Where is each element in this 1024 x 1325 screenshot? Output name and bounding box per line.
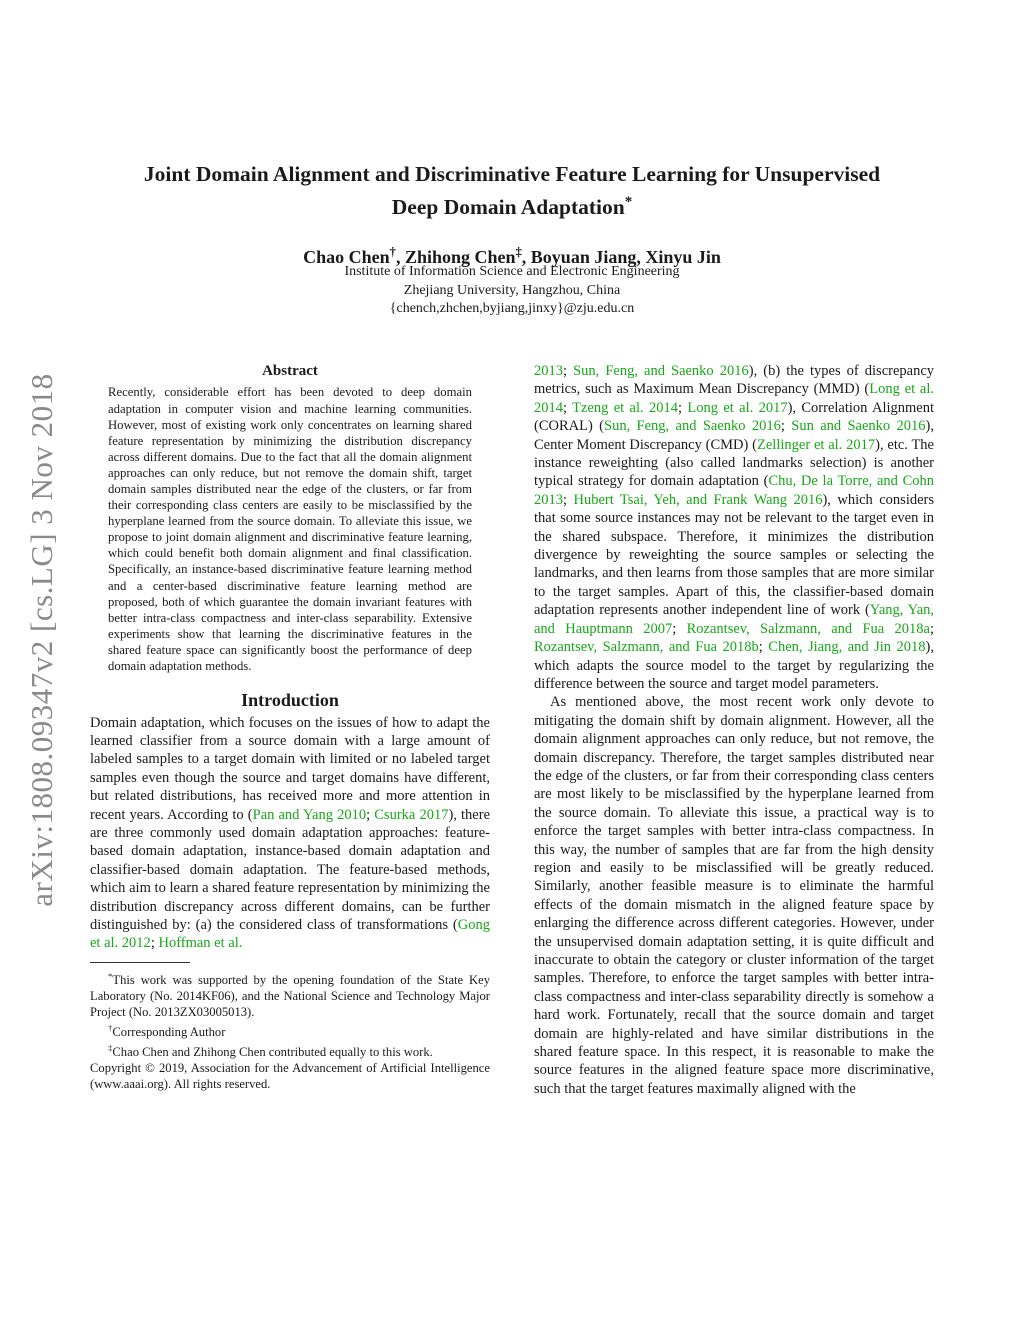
text-run: ;: [150, 935, 159, 952]
title-footnote-mark: *: [624, 194, 633, 210]
citation-link[interactable]: 2013: [534, 363, 563, 379]
author-2: Zhihong Chen: [404, 247, 516, 267]
citation-link[interactable]: Hoffman et al.: [158, 935, 243, 952]
affiliation-university: Zhejiang University, Hangzhou, China: [403, 282, 621, 298]
author-separator: ,: [395, 247, 405, 267]
citation-link[interactable]: Rozantsev, Salzmann, and Fua 2018b: [534, 639, 759, 656]
intro-paragraph-1-continued: [534, 362, 934, 693]
citation-link[interactable]: Yang, Yan, and Hauptmann 2007: [534, 602, 935, 637]
text-run: ), which considers that some source instances may not be relevant to the target even in the shared subspace. Therefore, it minimizes the distribution divergence by reweighting the source samples or selecting the landmarks, and then learns from those samples that are more similar to the target samples. Apart of this, the classifier-based domain adaptation represents another independent line of work (: [534, 491, 935, 619]
citation-link[interactable]: Sun, Feng, and Saenko 2016: [604, 418, 781, 435]
text-run: ;: [366, 806, 375, 823]
footnote-equal-contribution: [90, 1040, 490, 1060]
citation-link[interactable]: Pan and Yang 2010: [252, 806, 367, 823]
title-line-1: Joint Domain Alignment and Discriminative Feature Learning for Unsupervised: [143, 162, 881, 186]
citation-link[interactable]: Chen, Jiang, and Jin 2018: [768, 639, 926, 656]
text-run: ;: [563, 491, 574, 508]
footnote-mark: †: [108, 1022, 113, 1033]
text-run: ), etc. The instance reweighting (also called landmarks selection) is another typical strategy for domain adaptation (: [534, 436, 934, 490]
text-run: ), Center Moment Discrepancy (CMD) (: [534, 418, 934, 453]
footnote-corresponding: [90, 1020, 490, 1040]
citation-link[interactable]: Tzeng et al. 2014: [572, 399, 678, 416]
citation-link[interactable]: Long et al. 2017: [687, 399, 788, 416]
text-run: ;: [758, 639, 769, 656]
text-run: ;: [780, 418, 792, 435]
footnote-mark: *: [108, 970, 113, 981]
right-column: [534, 362, 934, 1098]
text-run: ;: [672, 620, 687, 637]
footnote-text: Corresponding Author: [112, 1025, 226, 1040]
citation-link[interactable]: Zellinger et al. 2017: [757, 436, 876, 453]
author-2-mark: ‡: [515, 245, 522, 259]
affiliation-block: [90, 263, 934, 319]
introduction-heading: Introduction: [241, 690, 339, 711]
footnote-text: Chao Chen and Zhihong Chen contributed equally to this work.: [112, 1045, 433, 1060]
left-column: [90, 362, 490, 1092]
citation-link[interactable]: Gong et al. 2012: [90, 916, 490, 952]
text-run: ;: [563, 399, 573, 416]
citation-link[interactable]: Sun and Saenko 2016: [791, 418, 926, 435]
citation-link[interactable]: Rozantsev, Salzmann, and Fua 2018a: [686, 620, 930, 637]
abstract-text: Recently, considerable effort has been devoted to deep domain adaptation in computer vision and machine learning communities. However, most of existing work only concentrates on learning shared feature representation by minimizing the distribution discrepancy across different domains. Due to the fact that all the domain alignment approaches can only reduce, but not remove the domain shift, target domain samples distributed near the edge of the clusters, or far from their corresponding class centers are easily to be misclassified by the hyperplane learned from the source domain. To alleviate this issue, we propose to joint domain alignment and discriminative feature learning, which could benefit both domain alignment and final classification. Specifically, an instance-based discriminative feature learning method and a center-based discriminative feature learning method are proposed, both of which guarantee the domain invariant features with better intra-class compactness and inter-class separability. Extensive experiments show that learning the discriminative features in the shared feature space can significantly boost the performance of deep domain adaptation methods.: [108, 385, 472, 673]
affiliation-institute: Institute of Information Science and Electronic Engineering: [344, 264, 680, 279]
citation-link[interactable]: Sun, Feng, and Saenko 2016: [573, 363, 749, 379]
text-run: ), (b) the types of discrepancy metrics, such as Maximum Mean Discrepancy (MMD) (: [534, 363, 935, 398]
citation-link[interactable]: Chu, De la Torre, and Cohn 2013: [534, 473, 934, 508]
intro-paragraph-2: As mentioned above, the most recent work only devote to mitigating the domain shift by domain alignment. However, all the domain alignment approaches can only reduce, but not remove, the domain discrepancy. Therefore, the target samples distributed near the edge of the clusters, or far from their corresponding class centers are most likely to be misclassified by the hyperplane learned from the source domain. To alleviate this issue, a practical way is to enforce the target samples with better intra-class compactness. In this way, the number of samples that are far from the high density region and easily to be misclassified will be greatly reduced. Similarly, another feasible measure is to eliminate the harmful effects of the domain mismatch in the aligned feature space by enlarging the difference across different categories. However, under the unsupervised domain adaptation setting, it is quite difficult and inaccurate to obtain the category or cluster information of the target samples. Therefore, to enforce the target samples with better intra-class compactness and inter-class separability directly is somehow a hard work. Fortunately, recall that the source domain and target domain are highly-related and have similar distributions in the shared feature space. In this respect, it is reasonable to make the source features in the aligned feature space more discriminative, such that the target features maximally aligned with the: [534, 694, 934, 1097]
text-run: ), which adapts the source model to the target by regularizing the difference between the source and target model parameters.: [534, 639, 935, 692]
arxiv-identifier: arXiv:1808.09347v2 [cs.LG] 3 Nov 2018: [24, 373, 59, 907]
abstract-heading: Abstract: [262, 363, 318, 379]
footnote-text: This work was supported by the opening foundation of the State Key Laboratory (No. 2014KF06), and the National Science and Technology Major Project (No. 2013ZX03005013).: [90, 972, 490, 1019]
text-run: Domain adaptation, which focuses on the issues of how to adapt the learned classifier from a source domain with a large amount of labeled samples to a target domain with limited or no labeled target samples even though the source and target domains have different, but related distributions, has received more and more attention in recent years. According to (: [90, 714, 490, 823]
text-run: ;: [563, 363, 574, 379]
citation-link[interactable]: Hubert Tsai, Yeh, and Frank Wang 2016: [573, 491, 823, 508]
affiliation-email: {chench,zhchen,byjiang,jinxy}@zju.edu.cn: [389, 301, 635, 316]
paper-title: [90, 160, 934, 221]
citation-link[interactable]: Csurka 2017: [374, 806, 449, 823]
authors-rest: Boyuan Jiang, Xinyu Jin: [530, 247, 721, 267]
footnote-funding: [90, 968, 490, 1020]
footnote-mark: ‡: [108, 1043, 113, 1054]
text-run: ;: [929, 620, 935, 637]
author-separator: ,: [521, 247, 531, 267]
text-run: ), Correlation Alignment (CORAL) (: [534, 399, 934, 435]
title-line-2: Deep Domain Adaptation: [391, 195, 625, 220]
footnote-divider: [90, 962, 190, 963]
copyright-notice: Copyright © 2019, Association for the Advancement of Artificial Intelligence (www.aaai.org). All rights reserved.: [90, 1061, 490, 1092]
author-1: Chao Chen: [303, 247, 390, 267]
text-run: ), there are three commonly used domain adaptation approaches: feature-based domain adaptation, instance-based domain adaptation and classifier-based domain adaptation. The feature-based methods, which aim to learn a shared feature representation by minimizing the distribution discrepancy across different domains, can be further distinguished by: (a) the considered class of transformations (: [90, 806, 491, 933]
citation-link[interactable]: Long et al. 2014: [534, 381, 934, 416]
text-run: ;: [677, 399, 688, 416]
author-1-mark: †: [389, 245, 396, 259]
intro-paragraph-1: [90, 714, 490, 953]
